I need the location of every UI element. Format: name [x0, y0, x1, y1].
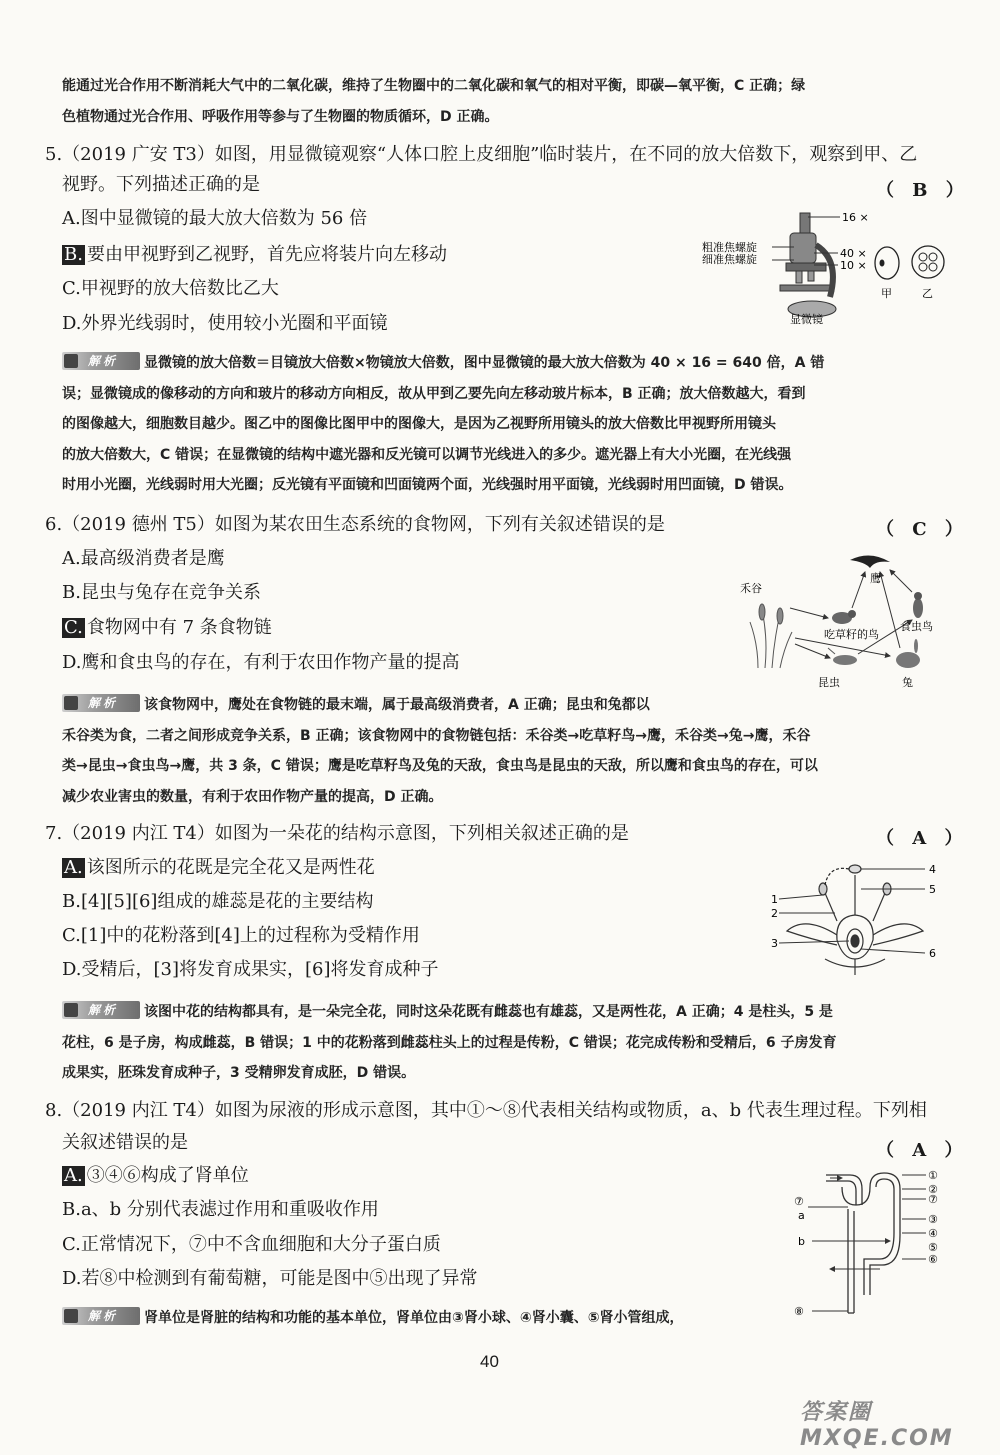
label-b: b	[798, 1235, 805, 1248]
microscope-figure	[690, 205, 960, 330]
option-text: 若⑧中检测到有葡萄糖，可能是图中⑤出现了异常	[81, 1268, 478, 1289]
q5-option-c	[62, 271, 279, 306]
flower-figure	[765, 855, 945, 975]
eagle-icon	[850, 555, 890, 568]
explanation-line: 的放大倍数大，C 错误；在显微镜的结构中遮光器和反光镜可以调节光线进入的多少。遮光器上有大小光圈，在光线强	[62, 446, 792, 463]
view-yi-icon	[912, 246, 944, 278]
explanation-tag-icon: 解析	[62, 352, 140, 370]
insect-bird-icon	[913, 592, 923, 618]
label-circle-6: ⑥	[928, 1253, 938, 1266]
explanation-tag-icon: 解析	[62, 694, 140, 712]
option-text: 鹰和食虫鸟的存在，有利于农田作物产量的提高	[81, 652, 460, 673]
option-letter: A.	[62, 548, 81, 569]
q8-explanation	[62, 1303, 822, 1334]
q7-option-c	[62, 918, 420, 953]
q8-option-b	[62, 1192, 379, 1227]
option-letter: D.	[62, 1268, 82, 1289]
option-text: 图中显微镜的最大放大倍数为 56 倍	[80, 208, 368, 229]
q7-answer: （ A ）	[876, 828, 969, 849]
explanation-line: 减少农业害虫的数量，有利于农田作物产量的提高，D 正确。	[62, 788, 443, 805]
explanation-line: 解析 该食物网中，鹰处在食物链的最末端，属于最高级消费者，A 正确；昆虫和兔都以	[62, 690, 962, 721]
option-letter: A.	[62, 208, 81, 229]
q8-stem-1: 8.（2019 内江 T4）如图为尿液的形成示意图，其中①～⑧代表相关结构或物质，a、b 代表生理过程。下列相	[45, 1100, 927, 1121]
q8-option-a	[62, 1158, 249, 1193]
option-letter: D.	[62, 959, 82, 980]
q8-option-d	[62, 1261, 478, 1296]
view-jia-icon	[875, 247, 899, 279]
option-letter: B.	[62, 891, 81, 912]
explanation-tag-icon: 解析	[62, 1001, 140, 1019]
q6-option-d	[62, 645, 460, 680]
label-3: 3	[771, 937, 778, 950]
flower-icon	[787, 865, 923, 975]
option-text: a、b 分别代表滤过作用和重吸收作用	[80, 1199, 379, 1220]
seed-bird-icon	[832, 610, 856, 624]
insect-bird-label: 食虫鸟	[900, 620, 933, 633]
option-letter: B.	[62, 582, 81, 603]
explanation-line: 花柱，6 是子房，构成雌蕊，B 错误；1 中的花粉落到雌蕊柱头上的过程是传粉，C 错误；花完成传粉和受精后，6 子房发育	[62, 1034, 837, 1051]
explanation-line: 的图像越大，细胞数目越少。图乙中的图像比图甲中的图像大，是因为乙视野所用镜头的放大倍数比甲视野所用镜头	[62, 416, 776, 432]
q5-option-b	[62, 237, 447, 272]
explanation-line: 时用小光圈，光线弱时用大光圈；反光镜有平面镜和凹面镜两个面，光线强时用平面镜，光线弱时用凹面镜，D 错误。	[62, 477, 793, 493]
q7-option-b	[62, 884, 373, 919]
explanation-line: 成果实，胚珠发育成种子，3 受精卵发育成胚，D 错误。	[62, 1065, 416, 1081]
eyepiece-label: 16 ×	[842, 211, 869, 224]
q5-explanation	[62, 348, 962, 501]
label-4: 4	[929, 863, 936, 876]
objective-10-label: 10 ×	[840, 259, 867, 272]
insect-icon	[828, 648, 857, 665]
grain-icon	[750, 604, 792, 668]
option-letter: D.	[62, 313, 82, 334]
watermark: 答案圈 MXQE.COM	[800, 1400, 954, 1451]
fine-adjustment-label: 细准焦螺旋	[702, 253, 757, 266]
q5-option-d	[62, 306, 388, 341]
intro-line-2: 色植物通过光合作用、呼吸作用等参与了生物圈的物质循环，D 正确。	[62, 109, 499, 125]
q6-option-c	[62, 610, 272, 645]
option-text: 食物网中有 7 条食物链	[86, 617, 272, 638]
option-text: 甲视野的放大倍数比乙大	[80, 278, 279, 299]
label-2: 2	[771, 907, 778, 920]
label-6: 6	[929, 947, 936, 960]
explanation-line: 解析 该图中花的结构都具有，是一朵完全花，同时这朵花既有雌蕊也有雄蕊，又是两性花，A 正确；4 是柱头，5 是	[62, 997, 962, 1028]
explanation-line: 解析 肾单位是肾脏的结构和功能的基本单位，肾单位由③肾小球、④肾小囊、⑤肾小管组成，	[62, 1303, 822, 1334]
correct-option-letter: A.	[64, 1165, 83, 1186]
q7-stem-1: 7.（2019 内江 T4）如图为一朵花的结构示意图，下列相关叙述正确的是	[45, 823, 629, 844]
nephron-icon	[826, 1173, 900, 1313]
food-web-figure	[740, 548, 960, 693]
q6-option-b	[62, 575, 261, 610]
explanation-line: 类→昆虫→食虫鸟→鹰，共 3 条，C 错误；鹰是吃草籽鸟及兔的天敌，食虫鸟是昆虫的天敌，所以鹰和食虫鸟的存在，可以	[62, 758, 818, 774]
view-yi-label: 乙	[922, 287, 933, 300]
label-circle-5: ⑤	[928, 1241, 938, 1254]
correct-option-letter: B.	[64, 244, 83, 265]
q8-option-c	[62, 1227, 441, 1262]
q6-explanation	[62, 690, 962, 812]
page-number: 40	[480, 1352, 499, 1371]
coarse-adjustment-label: 粗准焦螺旋	[702, 241, 757, 254]
option-text: 正常情况下，⑦中不含血细胞和大分子蛋白质	[80, 1234, 441, 1255]
label-circle-4: ④	[928, 1227, 938, 1240]
grain-label: 禾谷	[740, 582, 762, 595]
correct-option-letter: C.	[64, 617, 83, 638]
view-jia-label: 甲	[881, 287, 892, 300]
option-letter: D.	[62, 652, 82, 673]
option-text: [1]中的花粉落到[4]上的过程称为受精作用	[80, 925, 420, 946]
label-a: a	[798, 1209, 805, 1222]
option-text: 受精后，[3]将发育成果实，[6]将发育成种子	[81, 959, 439, 980]
q6-option-a	[62, 541, 225, 576]
option-letter: B.	[62, 1199, 81, 1220]
q8-stem-2: 关叙述错误的是	[62, 1132, 188, 1153]
label-5: 5	[929, 883, 936, 896]
q5-stem-1: 5.（2019 广安 T3）如图，用显微镜观察“人体口腔上皮细胞”临时装片，在不同的放大倍数下，观察到甲、乙	[45, 144, 918, 165]
q6-answer: （ C ）	[876, 519, 969, 540]
q7-option-d	[62, 952, 439, 987]
explanation-line: 误；显微镜成的像移动的方向和玻片的移动方向相反，故从甲到乙要先向左移动玻片标本，B 正确；放大倍数越大，看到	[62, 385, 806, 402]
seed-bird-label: 吃草籽的鸟	[824, 628, 879, 641]
option-text: 最高级消费者是鹰	[80, 548, 225, 569]
q5-option-a	[62, 201, 367, 236]
label-circle-2: ②	[928, 1183, 938, 1196]
explanation-line: 解析 显微镜的放大倍数＝目镜放大倍数×物镜放大倍数，图中显微镜的最大放大倍数为 40 × 16 = 640 倍，A 错	[62, 348, 962, 379]
option-letter: C.	[62, 278, 81, 299]
option-text: ③④⑥构成了肾单位	[86, 1165, 249, 1186]
option-text: 昆虫与兔存在竞争关系	[80, 582, 261, 603]
rabbit-icon	[896, 639, 920, 668]
label-circle-7: ⑦	[794, 1195, 804, 1208]
option-letter: C.	[62, 1234, 81, 1255]
option-text: 该图所示的花既是完全花又是两性花	[86, 857, 375, 878]
label-circle-8: ⑧	[794, 1305, 804, 1318]
insect-label: 昆虫	[818, 676, 840, 689]
q5-answer: （ B ）	[876, 180, 970, 201]
q6-stem-1: 6.（2019 德州 T5）如图为某农田生态系统的食物网，下列有关叙述错误的是	[45, 514, 665, 535]
nephron-figure	[790, 1165, 950, 1325]
label-circle-1: ①	[928, 1169, 938, 1182]
label-circle-7-right: ⑦	[928, 1193, 938, 1206]
correct-option-letter: A.	[64, 857, 83, 878]
objective-40-label: 40 ×	[840, 247, 867, 260]
eagle-label: 鹰	[870, 572, 881, 585]
intro-line-1: 能通过光合作用不断消耗大气中的二氧化碳，维持了生物圈中的二氧化碳和氧气的相对平衡，即碳—氧平衡，C 正确；绿	[62, 78, 806, 94]
explanation-tag-icon: 解析	[62, 1307, 140, 1325]
microscope-caption: 显微镜	[790, 313, 823, 326]
rabbit-label: 兔	[902, 676, 913, 689]
q8-answer: （ A ）	[876, 1140, 969, 1161]
option-text: 要由甲视野到乙视野，首先应将装片向左移动	[86, 244, 447, 265]
explanation-line: 禾谷类为食，二者之间形成竞争关系，B 正确；该食物网中的食物链包括：禾谷类→吃草籽鸟→鹰，禾谷类→兔→鹰，禾谷	[62, 727, 811, 744]
option-text: [4][5][6]组成的雄蕊是花的主要结构	[80, 891, 374, 912]
q5-stem-2: 视野。下列描述正确的是	[62, 174, 260, 195]
q7-explanation	[62, 997, 962, 1089]
option-text: 外界光线弱时，使用较小光圈和平面镜	[81, 313, 388, 334]
q7-option-a	[62, 850, 375, 885]
label-circle-3: ③	[928, 1213, 938, 1226]
option-letter: C.	[62, 925, 81, 946]
label-1: 1	[771, 893, 778, 906]
